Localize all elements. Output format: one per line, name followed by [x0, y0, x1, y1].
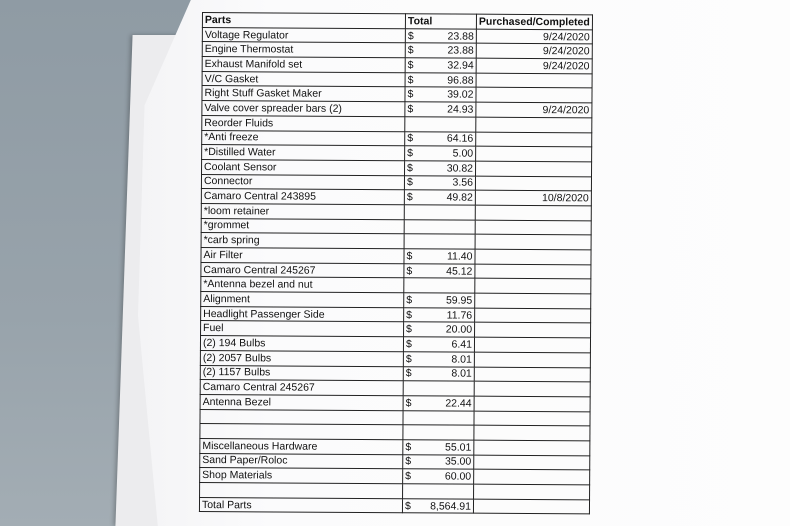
part-cell: Headlight Passenger Side	[201, 306, 404, 322]
amount-value: 24.93	[447, 103, 474, 116]
amount-value: 6.41	[451, 338, 473, 351]
dollar-sign: $	[407, 103, 414, 116]
table-body	[199, 27, 592, 514]
amount-value: 30.82	[446, 162, 474, 175]
dollar-sign: $	[407, 132, 414, 145]
date-cell	[474, 425, 590, 440]
part-cell: (2) 1157 Bulbs	[200, 365, 403, 381]
part-cell: (2) 2057 Bulbs	[200, 350, 403, 366]
date-cell	[474, 440, 590, 455]
total-cell	[405, 102, 476, 117]
dollar-sign: $	[405, 470, 412, 483]
amount-value: 11.76	[446, 309, 473, 322]
amount-value: 49.82	[446, 191, 473, 204]
amount-value: 55.01	[445, 441, 472, 454]
part-cell: Exhaust Manifold set	[202, 57, 405, 73]
date-cell	[476, 146, 592, 161]
dollar-sign: $	[406, 250, 413, 263]
date-cell	[476, 117, 592, 132]
part-cell: *loom retainer	[201, 203, 404, 219]
dollar-sign: $	[406, 191, 413, 204]
total-cell	[405, 58, 476, 73]
amount-value: 32.94	[447, 59, 474, 72]
header-purchased: Purchased/Completed	[476, 14, 592, 29]
part-cell: Air Filter	[201, 247, 404, 263]
total-cell	[403, 454, 474, 469]
date-cell	[475, 176, 591, 191]
part-cell	[200, 482, 403, 498]
date-cell	[475, 234, 591, 249]
part-cell: Valve cover spreader bars (2)	[202, 101, 405, 117]
date-cell	[475, 220, 591, 235]
part-cell: Camaro Central 243895	[201, 189, 404, 205]
part-cell: V/C Gasket	[202, 71, 405, 87]
total-cell	[404, 205, 475, 220]
part-cell: Antenna Bezel	[200, 394, 403, 410]
total-cell	[404, 175, 475, 190]
total-cell	[405, 72, 476, 87]
parts-table	[199, 12, 593, 515]
date-cell	[475, 293, 591, 308]
dollar-sign: $	[405, 441, 412, 454]
part-cell: Reorder Fluids	[202, 115, 405, 131]
dollar-sign: $	[406, 176, 413, 189]
total-cell	[404, 322, 475, 337]
total-cell	[403, 425, 474, 440]
amount-value: 20.00	[445, 323, 473, 336]
date-cell	[475, 264, 591, 279]
dollar-sign: $	[405, 367, 412, 380]
amount-value: 11.40	[446, 250, 473, 263]
header-parts: Parts	[202, 13, 405, 29]
date-cell	[475, 308, 591, 323]
date-cell	[476, 88, 592, 103]
total-cell	[404, 293, 475, 308]
amount-value: 35.00	[444, 455, 472, 469]
amount-value: 59.95	[445, 294, 473, 307]
dollar-sign: $	[406, 323, 412, 336]
part-cell: Fuel	[201, 321, 404, 337]
date-cell	[474, 381, 590, 396]
date-cell	[474, 396, 590, 411]
part-cell	[200, 409, 403, 425]
total-cell	[405, 43, 476, 58]
total-cell	[402, 498, 473, 513]
amount-value: 64.16	[446, 132, 474, 146]
dollar-sign: $	[407, 29, 414, 42]
dollar-sign: $	[406, 264, 413, 277]
part-cell: Right Stuff Gasket Maker	[202, 86, 405, 102]
total-cell	[403, 440, 474, 455]
amount-value: 22.44	[445, 397, 472, 410]
total-cell	[404, 249, 475, 264]
total-cell	[404, 190, 475, 205]
total-cell	[403, 352, 474, 367]
dollar-sign: $	[407, 88, 414, 101]
part-cell: *Anti freeze	[202, 130, 405, 146]
total-cell	[405, 161, 476, 176]
amount-value: 45.12	[446, 265, 473, 278]
date-cell: 9/24/2020	[476, 102, 592, 117]
date-cell	[474, 352, 590, 367]
part-cell	[200, 424, 403, 440]
part-cell: *grommet	[201, 218, 404, 234]
date-cell	[473, 499, 589, 514]
date-cell	[476, 73, 592, 88]
amount-value: 39.02	[447, 88, 474, 101]
date-cell	[475, 249, 591, 264]
part-cell: Connector	[201, 174, 404, 190]
amount-value: 8.01	[451, 367, 472, 380]
dollar-sign: $	[407, 44, 414, 57]
total-cell	[404, 234, 475, 249]
amount-value: 23.88	[447, 44, 474, 57]
date-cell	[474, 469, 590, 484]
dollar-sign: $	[404, 499, 411, 512]
date-cell	[475, 205, 591, 220]
total-cell	[403, 396, 474, 411]
amount-value: 23.88	[447, 30, 474, 43]
dollar-sign: $	[406, 308, 413, 321]
date-cell	[475, 279, 591, 294]
dollar-sign: $	[407, 59, 414, 72]
part-cell: Sand Paper/Roloc	[200, 453, 403, 469]
total-cell	[405, 117, 476, 132]
total-cell	[405, 87, 476, 102]
date-cell: 10/8/2020	[475, 190, 591, 205]
total-cell	[403, 469, 474, 484]
dollar-sign: $	[407, 161, 413, 175]
amount-value: 5.00	[452, 147, 474, 160]
total-cell	[404, 263, 475, 278]
dollar-sign: $	[407, 147, 414, 160]
dollar-sign: $	[407, 73, 414, 86]
date-cell	[475, 323, 591, 338]
part-cell: Camaro Central 245267	[201, 262, 404, 278]
part-cell: *carb spring	[201, 233, 404, 249]
part-cell: Camaro Central 245267	[200, 380, 403, 396]
date-cell	[474, 337, 590, 352]
part-cell: *Antenna bezel and nut	[201, 277, 404, 293]
part-cell: *Distilled Water	[202, 145, 405, 161]
part-cell: Shop Materials	[200, 468, 403, 484]
part-cell: Engine Thermostat	[202, 42, 405, 58]
total-cell	[403, 366, 474, 381]
part-cell: Voltage Regulator	[202, 27, 405, 43]
total-cell	[404, 307, 475, 322]
part-cell: (2) 194 Bulbs	[200, 336, 403, 352]
total-cell	[405, 28, 476, 43]
date-cell	[476, 161, 592, 176]
header-total: Total	[405, 14, 476, 29]
dollar-sign: $	[406, 294, 413, 307]
total-cell	[404, 278, 475, 293]
total-cell	[405, 131, 476, 146]
date-cell	[474, 367, 590, 382]
total-cell	[405, 146, 476, 161]
date-cell: 9/24/2020	[476, 58, 592, 73]
total-cell	[403, 484, 474, 499]
part-cell: Alignment	[201, 292, 404, 308]
date-cell	[474, 484, 590, 499]
amount-value: 96.88	[447, 74, 474, 87]
total-cell	[403, 337, 474, 352]
total-cell	[404, 219, 475, 234]
dollar-sign: $	[405, 338, 412, 351]
part-cell: Total Parts	[199, 497, 402, 513]
amount-value: 8.01	[451, 353, 472, 366]
total-cell	[403, 381, 474, 396]
date-cell: 9/24/2020	[476, 29, 592, 44]
total-cell	[403, 410, 474, 425]
dollar-sign: $	[405, 396, 412, 410]
date-cell: 9/24/2020	[476, 44, 592, 59]
part-cell: Miscellaneous Hardware	[200, 438, 403, 454]
part-cell: Coolant Sensor	[202, 159, 405, 175]
date-cell	[474, 411, 590, 426]
dollar-sign: $	[405, 352, 412, 365]
amount-value: 60.00	[444, 470, 472, 483]
date-cell	[476, 132, 592, 147]
amount-value: 3.56	[452, 176, 473, 190]
date-cell	[474, 455, 590, 470]
dollar-sign: $	[405, 455, 412, 468]
amount-value: 8,564.91	[430, 499, 472, 513]
table-row	[199, 497, 589, 514]
